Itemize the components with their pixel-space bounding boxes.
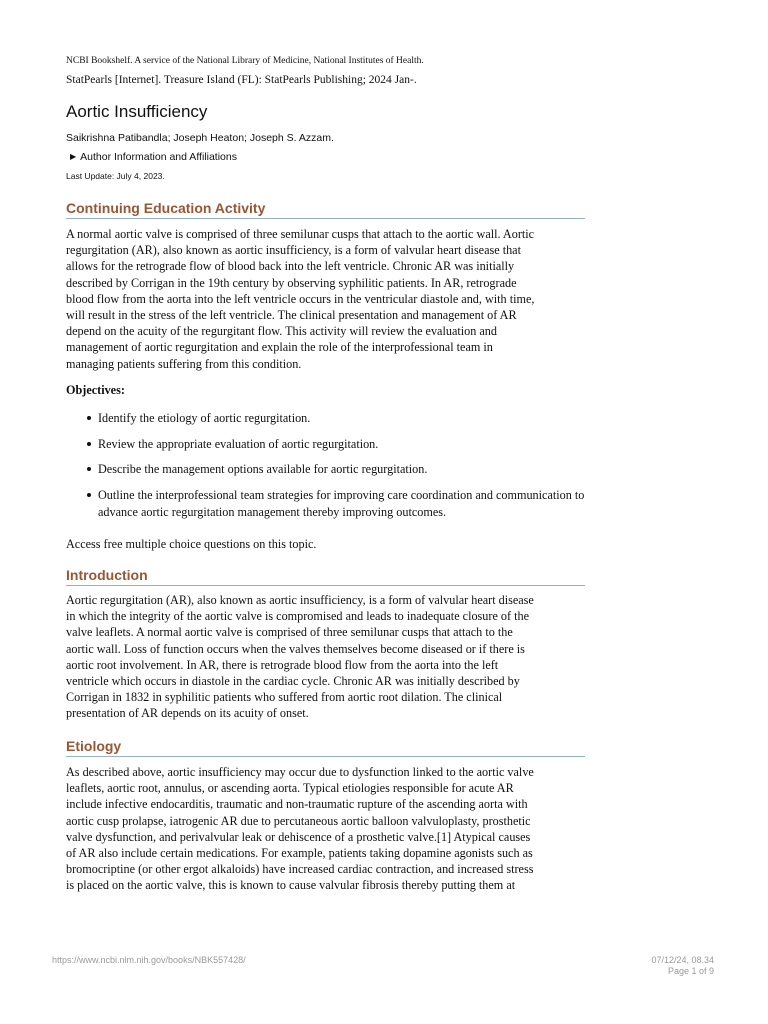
- text-line: of AR also include certain medications. For example, patients taking dopamine agonists such as: [66, 846, 533, 861]
- text-line: allows for the retrograde flow of blood back into the left ventricle. Chronic AR was initially: [66, 259, 515, 274]
- text-line: leaflets, aortic root, annulus, or ascending aorta. Typical etiologies responsible for acute AR: [66, 781, 514, 796]
- text-line: valve leaflets. A normal aortic valve is comprised of three semilunar cusps that attach to the: [66, 625, 513, 640]
- text-line: described by Corrigan in the 19th century by observing syphilitic patients. In AR, retrograde: [66, 275, 517, 290]
- caret-right-icon: ▶: [70, 152, 77, 161]
- text-line: blood flow from the aorta into the left ventricle occurs in the ventricular diastole and, with time,: [66, 291, 535, 306]
- text-line: managing patients suffering from this condition.: [66, 356, 302, 371]
- footer-meta: [651, 955, 714, 977]
- objective-item: Describe the management options available for aortic regurgitation.: [66, 461, 586, 478]
- footer-datetime: 07/12/24, 08.34: [651, 955, 714, 965]
- text-line: A normal aortic valve is comprised of three semilunar cusps that attach to the aortic wall. Aortic: [66, 227, 535, 241]
- objective-item: Outline the interprofessional team strategies for improving care coordination and communication to advance aortic regurgitation management thereby improving outcomes.: [66, 487, 586, 521]
- page-title: Aortic Insufficiency: [66, 102, 208, 121]
- paragraph-etiology: [66, 764, 586, 894]
- heading-continuing-education: Continuing Education Activity: [66, 199, 585, 219]
- authors-line: Saikrishna Patibandla; Joseph Heaton; Joseph S. Azzam.: [66, 132, 334, 144]
- text-line: Aortic regurgitation (AR), also known as aortic insufficiency, is a form of valvular heart disease: [66, 593, 534, 607]
- text-line: aortic cusp prolapse, iatrogenic AR due to percutaneous aortic balloon valvuloplasty, prosthetic: [66, 813, 531, 828]
- author-affiliations-toggle[interactable]: [66, 150, 237, 165]
- text-line: bromocriptine (or other ergot alkaloids) have increased cardiac contraction, and increased stress: [66, 862, 534, 877]
- footer-page-number: Page 1 of 9: [667, 966, 714, 976]
- mcq-link[interactable]: Access free multiple choice questions on this topic.: [66, 537, 317, 551]
- paragraph-continuing-education: [66, 226, 586, 372]
- text-line: aortic wall. Loss of function occurs when the valves themselves become diseased or if there is: [66, 641, 525, 656]
- heading-introduction: Introduction: [66, 566, 585, 586]
- objective-item: Review the appropriate evaluation of aortic regurgitation.: [66, 436, 586, 453]
- text-line: depend on the acuity of the regurgitant flow. This activity will review the evaluation and: [66, 324, 497, 339]
- text-line: include infective endocarditis, traumatic and non-traumatic rupture of the ascending aorta with: [66, 797, 528, 812]
- objectives-list: [66, 410, 586, 529]
- objectives-label: Objectives:: [66, 383, 125, 397]
- text-line: will result in the stress of the left ventricle. The clinical presentation and management of AR: [66, 308, 517, 323]
- text-line: is placed on the aortic valve, this is known to cause valvular fibrosis thereby putting them at: [66, 878, 516, 893]
- text-line: presentation of AR depends on its acuity of onset.: [66, 706, 309, 721]
- text-line: valve dysfunction, and perivalvular leak or dehiscence of a prosthetic valve.[1] Atypical causes: [66, 829, 531, 844]
- text-line: Corrigan in 1832 in syphilitic patients who suffered from aortic root dilation. The clinical: [66, 690, 503, 705]
- text-line: in which the integrity of the aortic valve is compromised and leads to inadequate closure of the: [66, 609, 529, 624]
- heading-etiology: Etiology: [66, 737, 585, 757]
- text-line: regurgitation (AR), also known as aortic insufficiency, is a form of valvular heart disease that: [66, 243, 521, 258]
- footer-url: https://www.ncbi.nlm.nih.gov/books/NBK557428/: [52, 955, 246, 965]
- objective-item: Identify the etiology of aortic regurgitation.: [66, 410, 586, 427]
- text-line: ventricle which occurs in diastole in the cardiac cycle. Chronic AR was initially described by: [66, 674, 520, 689]
- paragraph-introduction: [66, 592, 586, 722]
- last-update: Last Update: July 4, 2023.: [66, 171, 165, 181]
- text-line: management of aortic regurgitation and explain the role of the interprofessional team in: [66, 340, 493, 355]
- text-line: aortic root involvement. In AR, there is retrograde blood flow from the aorta into the left: [66, 657, 499, 672]
- affiliations-toggle-label: Author Information and Affiliations: [80, 151, 237, 163]
- text-line: As described above, aortic insufficiency may occur due to dysfunction linked to the aortic valve: [66, 765, 534, 779]
- ncbi-bookshelf-line: NCBI Bookshelf. A service of the National Library of Medicine, National Institutes of Health.: [66, 56, 424, 66]
- citation-line: StatPearls [Internet]. Treasure Island (FL): StatPearls Publishing; 2024 Jan-.: [66, 74, 417, 86]
